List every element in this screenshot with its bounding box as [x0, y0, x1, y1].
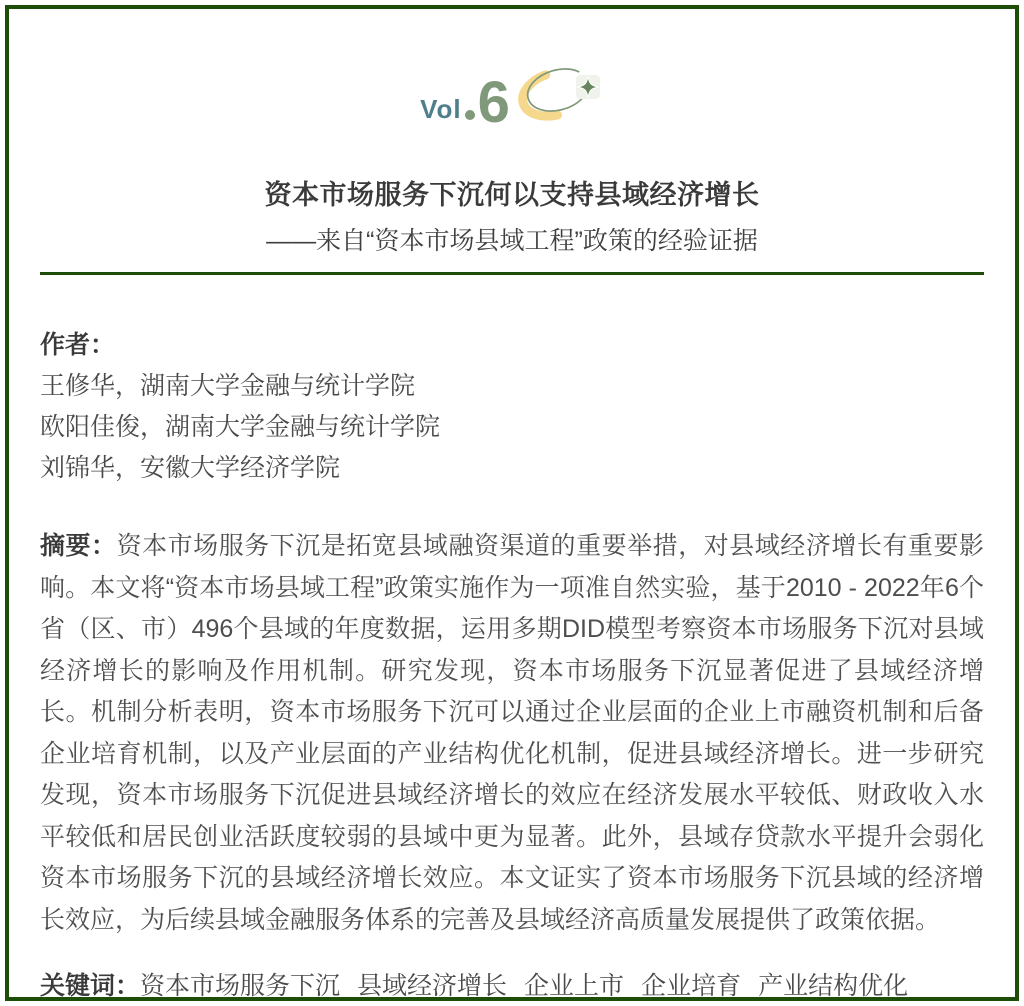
authors-section — [40, 325, 984, 489]
author-line: 刘锦华，安徽大学经济学院 — [40, 454, 341, 482]
article-title: 资本市场服务下沉何以支持县域经济增长 — [264, 180, 760, 210]
vol-label: Vol — [420, 94, 462, 124]
keywords-label: 关键词： — [40, 972, 141, 1000]
vol-dot — [465, 110, 475, 120]
abstract-section — [40, 526, 984, 941]
keyword-item: 县域经济增长 — [357, 972, 508, 1000]
page-border-frame — [5, 5, 1019, 1001]
page-content — [9, 55, 1015, 1001]
author-line: 欧阳佳俊，湖南大学金融与统计学院 — [40, 413, 441, 441]
abstract-text: 资本市场服务下沉是拓宽县域融资渠道的重要举措，对县域经济增长有重要影响。本文将“资本市场县域工程”政策实施作为一项准自然实验，基于2010 - 2022年6个省（区、市）496个县域的年度数据，运用多期DID模型考察资本市场服务下沉对县域经济增长的影响及作用机制。研究发现，资本市场服务下沉显著促进了县域经济增长。机制分析表明，资本市场服务下沉可以通过企业层面的企业上市融资机制和后备企业培育机制，以及产业层面的产业结构优化机制，促进县域经济增长。进一步研究发现，资本市场服务下沉促进县域经济增长的效应在经济发展水平较低、财政收入水平较低和居民创业活跃度较弱的县域中更为显著。此外，县域存贷款水平提升会弱化资本市场服务下沉的县域经济增长效应。本文证实了资本市场服务下沉县域的经济增长效应，为后续县域金融服务体系的完善及县域经济高质量发展提供了政策依据。 — [40, 532, 984, 934]
keywords-section — [40, 966, 984, 1001]
article-subtitle: ——来自“资本市场县域工程”政策的经验证据 — [266, 227, 758, 255]
title-divider — [40, 272, 984, 275]
masthead — [40, 55, 984, 136]
keyword-item: 企业培育 — [641, 972, 742, 1000]
sparkle-icon — [576, 75, 600, 99]
issue-number: 6 — [477, 70, 510, 136]
keyword-item: 资本市场服务下沉 — [140, 972, 341, 1000]
abstract-label: 摘要： — [40, 532, 117, 560]
keyword-item: 产业结构优化 — [758, 972, 909, 1000]
keyword-item: 企业上市 — [524, 972, 625, 1000]
ring-ornament-icon — [512, 50, 604, 135]
authors-label: 作者： — [40, 331, 116, 359]
author-line: 王修华，湖南大学金融与统计学院 — [40, 372, 416, 400]
